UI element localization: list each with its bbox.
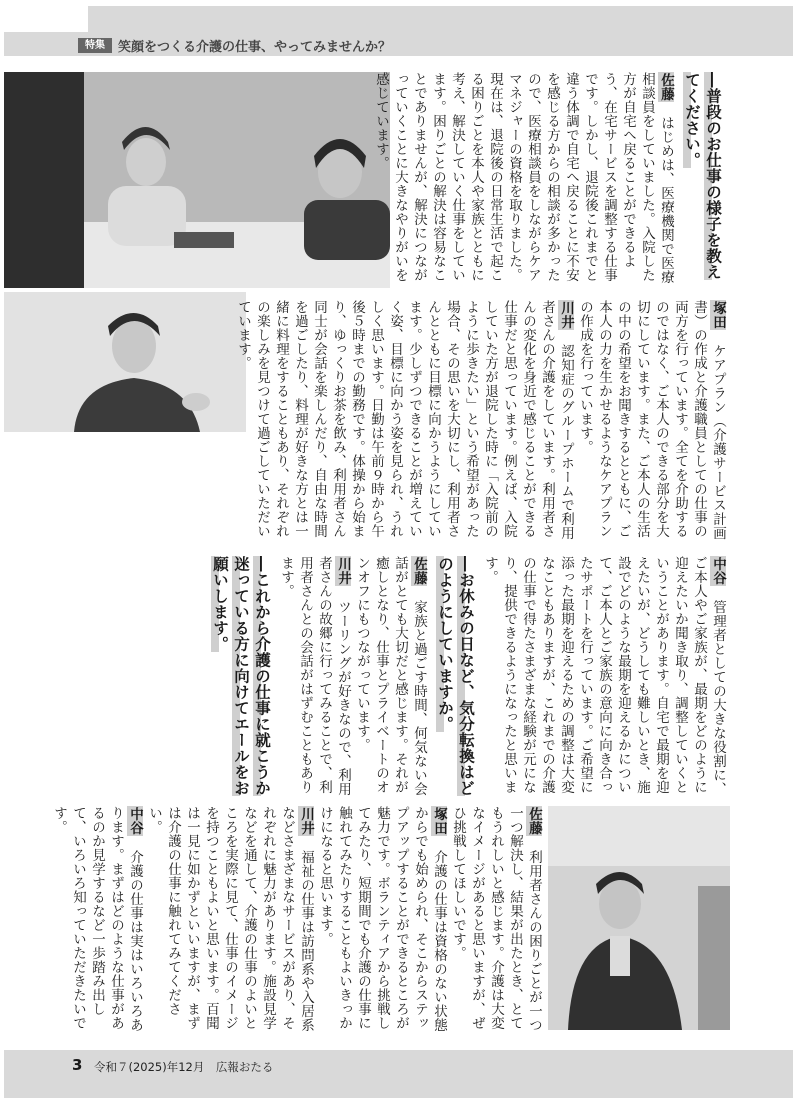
answer-text: 管理者としての大きな役割に、ご本人やご家族が、最期をどのように迎えたいか聞き取り、調整していくということがあります。自宅で最期を迎えたいが、どうしても難しいとき、施設でどのような最期を迎えるかについて、ご本人とご家族の意向に向き合ったサポートを行っています。ご希望に添った最期を迎えるための調整は大変なこともありますが、これまでの介護の仕事で得たさまざまな経験が元になり、提供できるようになったと思います。 xyxy=(482,556,726,796)
answer-text: 利用者さんの困りごとが一つ一つ解決し、結果が出たとき、とてもうれしいと感じます。介護は大変なイメージがあると思いますが、ぜひ挑戦してほしいです。 xyxy=(450,806,542,1032)
answer-paragraph xyxy=(371,72,675,292)
page-number: 3 xyxy=(72,1056,83,1074)
answer-paragraph xyxy=(448,806,543,1032)
answer-paragraph xyxy=(49,806,144,1032)
header-tab xyxy=(4,6,88,32)
answer-paragraph xyxy=(233,300,575,540)
question-text: ―これから介護の仕事に就こうか迷っている方に向けてエールをお願いします。 xyxy=(211,556,271,796)
interview-block-1 xyxy=(373,72,727,292)
speaker-label: 川井 xyxy=(298,807,314,835)
answer-paragraph xyxy=(315,806,448,1032)
speaker-label: 川井 xyxy=(335,557,351,585)
feature-badge: 特集 xyxy=(78,38,112,53)
photo-man-nakaya xyxy=(548,806,730,1030)
footer-publication: 令和７(2025)年12月 広報おたる xyxy=(94,1060,274,1074)
interview-block-4 xyxy=(51,806,543,1032)
speaker-label: 塚田 xyxy=(710,301,726,329)
interview-block-3 xyxy=(67,556,727,796)
answer-text: 家族と過ごす時間、何気ない会話がとても大切だと感じます。それが癒しとなり、仕事とプライベートのオンオフにもつながっています。 xyxy=(354,556,427,796)
answer-paragraph xyxy=(480,556,727,796)
answer-paragraph xyxy=(144,806,315,1032)
answer-text: 介護の仕事は資格のない状態からでも始められ、そこからステップアップすることができるところが魅力です。ボランティアから挑戦してみたり、短期間でも介護の仕事に触れてみたりすることもよいきっかけになると思います。 xyxy=(317,806,447,1032)
photo-meeting-image xyxy=(4,72,390,288)
speaker-label: 川井 xyxy=(558,301,574,329)
photo-man-kawai xyxy=(4,292,246,432)
interview-block-2 xyxy=(235,300,727,540)
speaker-label: 佐藤 xyxy=(411,557,427,585)
speaker-label: 塚田 xyxy=(431,807,447,835)
photo-meeting xyxy=(4,72,390,288)
photo-man-nakaya-image xyxy=(548,806,730,1030)
answer-text: 介護の仕事は実はいろいろあります。まずはどのような仕事があるのか見学するなど一歩踏み出して、いろいろ知っていただきたいです。 xyxy=(51,806,143,1032)
answer-text: 福祉の仕事は訪問系や入居系などさまざまなサービスがあり、それぞれに魅力があります。施設見学などを通して、介護の仕事のよいところを実際に見て、仕事のイメージを持つこともよいと思います。百聞は一見に如かずといいますが、まずは介護の仕事に触れてみてください。 xyxy=(146,806,314,1032)
page-title: 笑顔をつくる介護の仕事、やってみませんか？ xyxy=(118,40,392,55)
question-heading xyxy=(209,556,272,796)
answer-text: ツーリングが好きなので、利用者さんの故郷に行ってみることで、利用者さんとの会話がはずむこともあります。 xyxy=(278,556,351,796)
question-text: ―普段のお仕事の様子を教えてください。 xyxy=(683,72,722,280)
answer-text: 認知症のグループホームで利用者さんの介護をしています。利用者さんの変化を身近で感じることができる仕事だと思っています。例えば、入院していた方が退院した時に「入院前のように歩きたい」という希望があった場合、その思いを大切にし、利用者さんとともに目標に向かうようにしています。少しずつできることが増えていく姿、目標に向かう姿を見られ、うれしく思います。日勤は午前９時から午後５時までの勤務です。体操から始まり、ゆっくりお茶を飲み、利用者さん同士が会話を楽しんだり、自由な時間を過ごしたり、料理が好きな方とは一緒に料理をすることもあり、それぞれの楽しみを見つけて過ごしていただいています。 xyxy=(235,300,574,540)
answer-paragraph xyxy=(352,556,428,796)
question-text: ―お休みの日など、気分転換はどのようにしていますか。 xyxy=(436,556,475,796)
question-heading xyxy=(681,72,723,292)
speaker-label: 佐藤 xyxy=(658,73,674,101)
answer-text: ケアプラン（介護サービス計画書）の作成と介護職員としての仕事の両方を行っています。全てを介助するのではなく、ご本人のできる部分を大切にしています。また、ご本人の生活の中の希望をお聞きするとともに、ご本人の力を生かせるようなケアプランの作成を行っています。 xyxy=(577,300,726,540)
speaker-label: 中谷 xyxy=(127,807,143,835)
answer-paragraph xyxy=(276,556,352,796)
answer-paragraph xyxy=(575,300,727,540)
question-heading xyxy=(434,556,476,796)
photo-man-kawai-image xyxy=(4,292,246,432)
speaker-label: 佐藤 xyxy=(526,807,542,835)
speaker-label: 中谷 xyxy=(710,557,726,585)
answer-text: はじめは、医療機関で医療相談員をしていました。入院した方が自宅へ戻ることができるよう、在宅サービスを調整する仕事です。しかし、退院後これまでと違う体調で自宅へ戻ることに不安を感じる方からの相談が多かったので、医療相談員をしながらケアマネジャーの資格を取りました。現在は、退院後の日常生活で起こる困りごとを本人や家族とともに考え、解決していく仕事をしています。困りごとの解決は容易なことでありませんが、解決につながっていくことに大きなやりがいを感じています。 xyxy=(373,72,674,284)
